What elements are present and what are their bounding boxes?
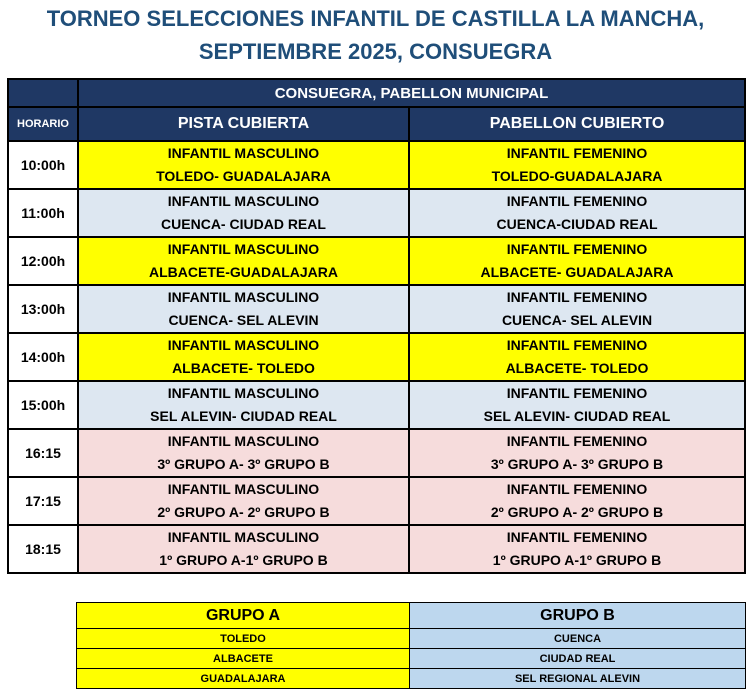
category-label: INFANTIL MASCULINO — [167, 193, 320, 209]
column-header-row — [8, 107, 745, 141]
match-label: ALBACETE- TOLEDO — [505, 360, 649, 376]
category-label: INFANTIL MASCULINO — [167, 481, 320, 497]
match-label: CUENCA-CIUDAD REAL — [496, 216, 658, 232]
page-title-line-1: TORNEO SELECCIONES INFANTIL DE CASTILLA LA MANCHA, — [46, 6, 705, 31]
pabellon-cubierto-cell — [409, 525, 745, 573]
category-label: INFANTIL MASCULINO — [167, 145, 320, 161]
time-cell: 17:15 — [8, 477, 78, 525]
horario-header: HORARIO — [8, 107, 78, 141]
pista-cubierta-cell — [78, 525, 409, 573]
pista-cubierta-header: PISTA CUBIERTA — [78, 107, 409, 141]
groups-table — [76, 602, 746, 689]
category-label: INFANTIL MASCULINO — [167, 241, 320, 257]
category-label: INFANTIL MASCULINO — [167, 289, 320, 305]
match-label: TOLEDO-GUADALAJARA — [491, 168, 663, 184]
time-cell: 13:00h — [8, 285, 78, 333]
pabellon-cubierto-cell — [409, 141, 745, 189]
category-label: INFANTIL FEMENINO — [506, 241, 648, 257]
grupo-b-team: CUENCA — [410, 629, 746, 649]
time-cell: 16:15 — [8, 429, 78, 477]
grupo-a-team: TOLEDO — [77, 629, 410, 649]
grupo-a-header: GRUPO A — [77, 603, 410, 629]
schedule-row — [8, 285, 745, 333]
match-label: SEL ALEVIN- CIUDAD REAL — [483, 408, 671, 424]
pabellon-cubierto-cell — [409, 429, 745, 477]
pabellon-cubierto-cell — [409, 381, 745, 429]
match-label: 1º GRUPO A-1º GRUPO B — [492, 552, 662, 568]
grupo-a-team: GUADALAJARA — [77, 669, 410, 689]
group-row — [77, 629, 746, 649]
grupo-b-team: SEL REGIONAL ALEVIN — [410, 669, 746, 689]
group-row — [77, 669, 746, 689]
time-cell: 18:15 — [8, 525, 78, 573]
pista-cubierta-cell — [78, 333, 409, 381]
venue-row — [8, 79, 745, 107]
match-label: CUENCA- SEL ALEVIN — [501, 312, 653, 328]
pista-cubierta-cell — [78, 477, 409, 525]
schedule-row — [8, 477, 745, 525]
venue-header: CONSUEGRA, PABELLON MUNICIPAL — [78, 79, 745, 107]
schedule-row — [8, 381, 745, 429]
match-label: CUENCA- SEL ALEVIN — [168, 312, 319, 328]
pabellon-cubierto-cell — [409, 477, 745, 525]
category-label: INFANTIL MASCULINO — [167, 433, 320, 449]
grupo-b-header: GRUPO B — [410, 603, 746, 629]
time-cell: 12:00h — [8, 237, 78, 285]
match-label: 1º GRUPO A-1º GRUPO B — [159, 552, 328, 568]
time-cell: 10:00h — [8, 141, 78, 189]
match-label: CUENCA- CIUDAD REAL — [161, 216, 326, 232]
schedule-row — [8, 429, 745, 477]
category-label: INFANTIL FEMENINO — [506, 385, 648, 401]
pabellon-cubierto-cell — [409, 285, 745, 333]
match-label: TOLEDO- GUADALAJARA — [156, 168, 331, 184]
category-label: INFANTIL FEMENINO — [506, 433, 648, 449]
match-label: 2º GRUPO A- 2º GRUPO B — [490, 504, 664, 520]
pista-cubierta-cell — [78, 381, 409, 429]
venue-corner — [8, 79, 78, 107]
category-label: INFANTIL FEMENINO — [506, 193, 648, 209]
time-cell: 14:00h — [8, 333, 78, 381]
category-label: INFANTIL FEMENINO — [506, 337, 648, 353]
grupo-b-team: CIUDAD REAL — [410, 649, 746, 669]
category-label: INFANTIL FEMENINO — [506, 289, 648, 305]
pabellon-cubierto-cell — [409, 237, 745, 285]
category-label: INFANTIL FEMENINO — [506, 481, 648, 497]
schedule-row — [8, 237, 745, 285]
schedule-row — [8, 333, 745, 381]
time-cell: 11:00h — [8, 189, 78, 237]
pista-cubierta-cell — [78, 237, 409, 285]
category-label: INFANTIL MASCULINO — [167, 385, 320, 401]
match-label: 3º GRUPO A- 3º GRUPO B — [490, 456, 664, 472]
schedule-table — [7, 78, 746, 574]
category-label: INFANTIL FEMENINO — [506, 145, 648, 161]
match-label: SEL ALEVIN- CIUDAD REAL — [150, 408, 337, 424]
pabellon-cubierto-cell — [409, 333, 745, 381]
group-row — [77, 649, 746, 669]
category-label: INFANTIL FEMENINO — [506, 529, 648, 545]
match-label: ALBACETE- TOLEDO — [172, 360, 315, 376]
schedule-row — [8, 525, 745, 573]
groups-header-row — [77, 603, 746, 629]
pista-cubierta-cell — [78, 141, 409, 189]
pabellon-cubierto-header: PABELLON CUBIERTO — [409, 107, 745, 141]
match-label: 3º GRUPO A- 3º GRUPO B — [157, 456, 330, 472]
category-label: INFANTIL MASCULINO — [167, 529, 320, 545]
time-cell: 15:00h — [8, 381, 78, 429]
pabellon-cubierto-cell — [409, 189, 745, 237]
match-label: ALBACETE- GUADALAJARA — [480, 264, 674, 280]
pista-cubierta-cell — [78, 429, 409, 477]
pista-cubierta-cell — [78, 189, 409, 237]
page-title-line-2: SEPTIEMBRE 2025, CONSUEGRA — [198, 39, 553, 64]
category-label: INFANTIL MASCULINO — [167, 337, 320, 353]
pista-cubierta-cell — [78, 285, 409, 333]
grupo-a-team: ALBACETE — [77, 649, 410, 669]
match-label: ALBACETE-GUADALAJARA — [149, 264, 338, 280]
schedule-row — [8, 189, 745, 237]
schedule-row — [8, 141, 745, 189]
match-label: 2º GRUPO A- 2º GRUPO B — [157, 504, 330, 520]
